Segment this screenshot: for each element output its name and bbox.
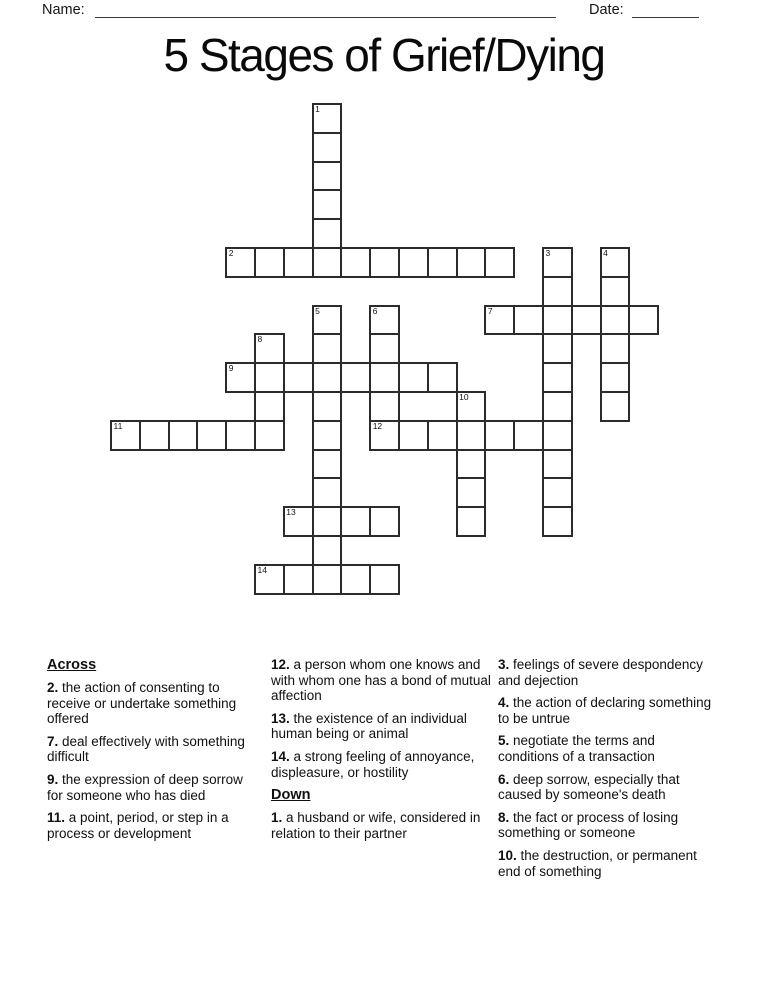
grid-cell[interactable] xyxy=(456,477,487,508)
grid-cell[interactable] xyxy=(542,362,573,393)
grid-cell[interactable] xyxy=(254,420,285,451)
grid-cell[interactable] xyxy=(600,333,631,364)
grid-cell[interactable] xyxy=(340,564,371,595)
clue-number: 13 xyxy=(286,507,296,518)
grid-cell[interactable] xyxy=(312,391,343,422)
clue-item-6: 6. deep sorrow, especially that caused by someone's death xyxy=(498,771,680,803)
grid-cell[interactable] xyxy=(542,276,573,307)
clue-item-5: 5. negotiate the terms and conditions of a transaction xyxy=(498,733,655,764)
grid-cell[interactable] xyxy=(254,362,285,393)
clue-item-3: 3. feelings of severe despondency and dejection xyxy=(498,657,703,688)
grid-cell[interactable] xyxy=(427,247,458,278)
grid-cell[interactable] xyxy=(542,247,573,278)
grid-cell[interactable] xyxy=(254,247,285,278)
grid-cell[interactable] xyxy=(628,305,659,336)
grid-cell[interactable] xyxy=(312,535,343,566)
grid-cell[interactable] xyxy=(196,420,227,451)
clue-item-1: 1. a husband or wife, considered in relation to their partner xyxy=(271,810,481,841)
grid-cell[interactable] xyxy=(312,247,343,278)
grid-cell[interactable] xyxy=(542,333,573,364)
clue-number: 8 xyxy=(257,334,263,345)
grid-cell[interactable] xyxy=(600,305,631,336)
grid-cell[interactable] xyxy=(312,362,343,393)
grid-cell[interactable] xyxy=(312,333,343,364)
clue-number: 4 xyxy=(603,248,608,258)
clue-item-7: 7. deal effectively with something difficult xyxy=(47,733,245,765)
grid-cell[interactable] xyxy=(312,132,343,163)
grid-cell[interactable] xyxy=(369,564,400,595)
clue-number: 3 xyxy=(545,248,551,258)
grid-cell[interactable] xyxy=(542,391,573,422)
clues-column-across xyxy=(47,657,254,841)
clue-number: 2 xyxy=(228,248,234,258)
clues-column-down xyxy=(498,657,718,879)
grid-cell[interactable] xyxy=(456,247,487,278)
grid-cell[interactable] xyxy=(484,305,515,336)
grid-cell[interactable] xyxy=(369,420,400,451)
grid-cell[interactable] xyxy=(312,189,343,220)
grid-cell[interactable] xyxy=(168,420,199,451)
grid-cell[interactable] xyxy=(312,305,343,336)
clue-item-12: 12. a person whom one knows and with whom one has a bond of mutual affection xyxy=(271,657,491,704)
grid-cell[interactable] xyxy=(571,305,602,336)
grid-cell[interactable] xyxy=(542,506,573,537)
grid-cell[interactable] xyxy=(312,420,343,451)
date-label: Date: xyxy=(589,2,624,18)
grid-cell[interactable] xyxy=(456,449,487,480)
clue-number: 12 xyxy=(372,420,383,431)
clue-item-13: 13. the existence of an individual human being or animal xyxy=(271,710,467,742)
clue-number: 14 xyxy=(257,564,267,575)
clue-item-10: 10. the destruction, or permanent end of something xyxy=(498,847,697,879)
grid-cell[interactable] xyxy=(369,305,400,336)
clue-number: 10 xyxy=(459,392,469,402)
grid-cell[interactable] xyxy=(427,362,458,393)
grid-cell[interactable] xyxy=(312,564,343,595)
clue-number: 1 xyxy=(315,104,320,114)
grid-cell[interactable] xyxy=(600,362,631,393)
grid-cell[interactable] xyxy=(110,420,141,451)
grid-cell[interactable] xyxy=(456,391,487,422)
crossword-grid xyxy=(110,103,662,597)
clue-item-14: 14. a strong feeling of annoyance, displeasure, or hostility xyxy=(271,748,475,780)
grid-cell[interactable] xyxy=(427,420,458,451)
grid-cell[interactable] xyxy=(283,362,314,393)
grid-cell[interactable] xyxy=(542,305,573,336)
across-clues-header: Across xyxy=(47,657,97,673)
grid-cell[interactable] xyxy=(542,449,573,480)
grid-cell[interactable] xyxy=(369,333,400,364)
name-label: Name: xyxy=(42,2,85,18)
page-title: 5 Stages of Grief/Dying xyxy=(163,29,605,81)
grid-cell[interactable] xyxy=(484,420,515,451)
grid-cell[interactable] xyxy=(484,247,515,278)
grid-cell[interactable] xyxy=(456,420,487,451)
clue-number: 5 xyxy=(315,305,320,316)
grid-cell[interactable] xyxy=(369,506,400,537)
grid-cell[interactable] xyxy=(283,247,314,278)
grid-cell[interactable] xyxy=(513,305,544,336)
grid-cell[interactable] xyxy=(398,362,429,393)
grid-cell[interactable] xyxy=(254,333,285,364)
clue-item-11: 11. a point, period, or step in a process or development xyxy=(47,810,229,841)
clue-item-9: 9. the expression of deep sorrow for someone who has died xyxy=(47,771,243,803)
grid-cell[interactable] xyxy=(312,477,343,508)
clues-column-middle xyxy=(271,657,497,841)
grid-cell[interactable] xyxy=(340,362,371,393)
grid-cell[interactable] xyxy=(312,161,343,192)
grid-cell[interactable] xyxy=(283,506,314,537)
grid-cell[interactable] xyxy=(312,449,343,480)
clue-number: 9 xyxy=(228,363,234,374)
grid-cell[interactable] xyxy=(600,247,631,278)
grid-cell[interactable] xyxy=(283,564,314,595)
clue-number: 7 xyxy=(487,305,493,316)
grid-cell[interactable] xyxy=(600,276,631,307)
clue-number: 11 xyxy=(113,420,123,431)
grid-cell[interactable] xyxy=(312,506,343,537)
grid-cell[interactable] xyxy=(340,247,371,278)
name-input-line[interactable] xyxy=(95,1,556,18)
grid-cell[interactable] xyxy=(225,247,256,278)
grid-cell[interactable] xyxy=(312,218,343,249)
grid-cell[interactable] xyxy=(225,362,256,393)
grid-cell[interactable] xyxy=(312,103,343,134)
clue-item-4: 4. the action of declaring something to be untrue xyxy=(498,695,712,726)
clue-item-2: 2. the action of consenting to receive or undertake something offered xyxy=(47,680,237,727)
grid-cell[interactable] xyxy=(369,391,400,422)
grid-cell[interactable] xyxy=(254,391,285,422)
grid-cell[interactable] xyxy=(340,506,371,537)
grid-cell[interactable] xyxy=(398,420,429,451)
grid-cell[interactable] xyxy=(139,420,170,451)
down-clues-header: Down xyxy=(271,787,311,804)
grid-cell[interactable] xyxy=(542,420,573,451)
date-input-line[interactable] xyxy=(632,1,699,18)
grid-cell[interactable] xyxy=(225,420,256,451)
grid-cell[interactable] xyxy=(513,420,544,451)
grid-cell[interactable] xyxy=(456,506,487,537)
clue-number: 6 xyxy=(372,305,378,316)
grid-cell[interactable] xyxy=(369,362,400,393)
grid-cell[interactable] xyxy=(398,247,429,278)
clue-item-8: 8. the fact or process of losing something or someone xyxy=(498,809,679,841)
grid-cell[interactable] xyxy=(542,477,573,508)
grid-cell[interactable] xyxy=(600,391,631,422)
grid-cell[interactable] xyxy=(369,247,400,278)
grid-cell[interactable] xyxy=(254,564,285,595)
